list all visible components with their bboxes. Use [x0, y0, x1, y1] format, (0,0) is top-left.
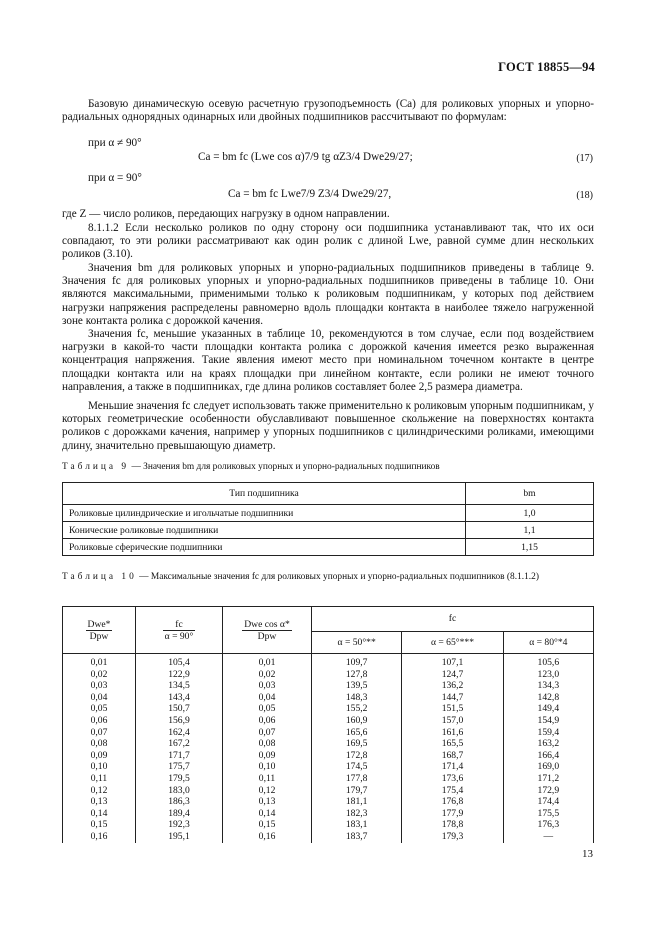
- table-10-cell: 182,3: [312, 808, 402, 820]
- table-10-cell: 0,16: [223, 831, 312, 843]
- table-10-header-fc90: $\frac{fc}{\alpha = 90^\circ}$: [136, 607, 223, 654]
- table-row: [63, 808, 594, 820]
- table-10-cell: 175,4: [402, 785, 503, 797]
- intro-paragraph: Базовую динамическую осевую расчетную грузоподъемность (Ca) для роликовых упорных и упорно-радиальных однорядных одинарных или двойных подшипников рассчитывают по формулам:: [62, 98, 594, 124]
- table-10-cell: 0,06: [63, 715, 136, 727]
- table-10-header-a80: α = 80°*4: [503, 631, 593, 653]
- table-10-cell: 172,8: [312, 750, 402, 762]
- table-10-cell: 0,08: [223, 738, 312, 750]
- table-10-cell: 144,7: [402, 692, 503, 704]
- table-10-cell: 175,5: [503, 808, 593, 820]
- table-10-cell: 151,5: [402, 703, 503, 715]
- table-10-cell: 148,3: [312, 692, 402, 704]
- table-9-cell-type: Роликовые сферические подшипники: [63, 539, 466, 556]
- table-10-cell: 181,1: [312, 796, 402, 808]
- table-10-cell: 177,9: [402, 808, 503, 820]
- table-row: [63, 692, 594, 704]
- table-10-cell: 179,5: [136, 773, 223, 785]
- table-10-cell: 173,6: [402, 773, 503, 785]
- table-10-cell: 0,04: [223, 692, 312, 704]
- table-10-cell: 154,9: [503, 715, 593, 727]
- table-10-cell: 0,06: [223, 715, 312, 727]
- table-row: [63, 539, 594, 556]
- table-9-cell-bm: 1,0: [466, 505, 594, 522]
- table-row: [63, 669, 594, 681]
- table-10-cell: 0,10: [63, 761, 136, 773]
- table-10-cell: 172,9: [503, 785, 593, 797]
- table-10-cell: 122,9: [136, 669, 223, 681]
- table-10-cell: 0,04: [63, 692, 136, 704]
- table-9-cell-bm: 1,1: [466, 522, 594, 539]
- formula-17-number: (17): [576, 153, 593, 164]
- table-10-cell: 134,3: [503, 680, 593, 692]
- table-10-cell: 0,14: [223, 808, 312, 820]
- table-row: [63, 831, 594, 843]
- table-10-cell: 159,4: [503, 727, 593, 739]
- table-10-cell: 0,05: [223, 703, 312, 715]
- table-10-cell: 143,4: [136, 692, 223, 704]
- table-10-cell: 134,5: [136, 680, 223, 692]
- table-9: [62, 482, 594, 556]
- table-row: [63, 715, 594, 727]
- table-10-cell: 177,8: [312, 773, 402, 785]
- table-9-cell-bm: 1,15: [466, 539, 594, 556]
- table-10-cell: 0,13: [223, 796, 312, 808]
- paragraph-fc-smaller: Значения fc, меньшие указанных в таблице 10, рекомендуются в том случае, если под воздействием нагрузки в какой-то части площадки контакта ролика с дорожкой качения имеется резко выраженная концентрация напряжения. Такие явления имеют место при номинальном точечном контакте в центре площадки контакта или на краях площадки при линейном контакте, если ролики не имеют точного направления, а также в подшипниках, где длина роликов составляет более 2,5 размера диаметра.: [62, 328, 594, 393]
- page-number: 13: [582, 848, 593, 860]
- table-row: [63, 738, 594, 750]
- table-10-cell: 168,7: [402, 750, 503, 762]
- table-10-cell: 127,8: [312, 669, 402, 681]
- table-10-cell: 162,4: [136, 727, 223, 739]
- formula-17: Ca = bm fc (Lwe cos α)7/9 tg αZ3/4 Dwe29/27;: [198, 151, 413, 163]
- table-10-cell: 105,6: [503, 654, 593, 669]
- table-10-cell: 0,05: [63, 703, 136, 715]
- table-10-cell: 0,09: [223, 750, 312, 762]
- table-10-cell: 107,1: [402, 654, 503, 669]
- table-10-cell: 195,1: [136, 831, 223, 843]
- table-10-cell: 0,11: [223, 773, 312, 785]
- table-10-cell: 156,9: [136, 715, 223, 727]
- table-10-cell: 0,07: [223, 727, 312, 739]
- table-10-cell: 139,5: [312, 680, 402, 692]
- table-10-cell: 0,16: [63, 831, 136, 843]
- table-10-cell: 165,6: [312, 727, 402, 739]
- table-10-cell: 0,09: [63, 750, 136, 762]
- table-10-cell: 109,7: [312, 654, 402, 669]
- table-10-header-a50: α = 50°**: [312, 631, 402, 653]
- table-10-cell: 0,15: [223, 819, 312, 831]
- table-10-cell: 142,8: [503, 692, 593, 704]
- table-10-cell: 161,6: [402, 727, 503, 739]
- table-10-header-ratio-cos: $\frac{\text{Dwe cos α*}}{\text{Dpw}}$: [223, 607, 312, 654]
- table-10-cell: 183,7: [312, 831, 402, 843]
- table-10-cell: 0,03: [63, 680, 136, 692]
- table-10-cell: 166,4: [503, 750, 593, 762]
- table-10-cell: 0,11: [63, 773, 136, 785]
- table-row: [63, 505, 594, 522]
- table-row: [63, 750, 594, 762]
- table-10-cell: 179,3: [402, 831, 503, 843]
- table-10-cell: 0,15: [63, 819, 136, 831]
- table-10-cell: 155,2: [312, 703, 402, 715]
- table-10-cell: 0,13: [63, 796, 136, 808]
- table-10-cell: 0,14: [63, 808, 136, 820]
- table-10-cell: 176,8: [402, 796, 503, 808]
- condition-alpha-90: при α = 90°: [88, 172, 142, 184]
- table-row: [63, 680, 594, 692]
- table-10-cell: 183,0: [136, 785, 223, 797]
- table-10-cell: 189,4: [136, 808, 223, 820]
- table-10-cell: —: [503, 831, 593, 843]
- table-10-cell: 165,5: [402, 738, 503, 750]
- table-10-cell: 167,2: [136, 738, 223, 750]
- table-10-caption: Таблица 10 — Максимальные значения fc для роликовых упорных и упорно-радиальных подшипников (8.1.1.2): [62, 572, 539, 582]
- table-row: [63, 796, 594, 808]
- table-10-cell: 175,7: [136, 761, 223, 773]
- table-10-header-fc-group: fc: [312, 607, 594, 632]
- table-10-cell: 169,0: [503, 761, 593, 773]
- table-9-cell-type: Роликовые цилиндрические и игольчатые подшипники: [63, 505, 466, 522]
- table-10-cell: 183,1: [312, 819, 402, 831]
- formula-18-number: (18): [576, 190, 593, 201]
- table-10-cell: 0,03: [223, 680, 312, 692]
- table-10-cell: 160,9: [312, 715, 402, 727]
- table-10-cell: 157,0: [402, 715, 503, 727]
- table-10-cell: 136,2: [402, 680, 503, 692]
- table-10-cell: 192,3: [136, 819, 223, 831]
- table-10-cell: 178,8: [402, 819, 503, 831]
- table-10-cell: 176,3: [503, 819, 593, 831]
- table-row: [63, 761, 594, 773]
- table-10-cell: 0,01: [63, 654, 136, 669]
- table-row: [63, 727, 594, 739]
- table-10-cell: 0,12: [223, 785, 312, 797]
- table-row: [63, 773, 594, 785]
- paragraph-bm-values: Значения bm для роликовых упорных и упорно-радиальных подшипников приведены в таблице 9. Значения fc для роликовых упорных и упорно-радиальных подшипников приведены в таблице 10. Они являются максимальными, применимыми только к роликовым подшипникам, у которых под действием нагрузки напряжения распределены равномерно вдоль площадки контакта в наиболее тяжело нагруженной зоне контакта ролика с дорожкой качения.: [62, 262, 594, 327]
- document-code: ГОСТ 18855—94: [498, 60, 595, 74]
- table-10-cell: 169,5: [312, 738, 402, 750]
- table-row: [63, 654, 594, 669]
- table-10-cell: 163,2: [503, 738, 593, 750]
- table-10-cell: 0,07: [63, 727, 136, 739]
- table-10-header-ratio: $\frac{\text{Dwe*}}{\text{Dpw}}$: [63, 607, 136, 654]
- table-10-cell: 171,7: [136, 750, 223, 762]
- table-10-cell: 105,4: [136, 654, 223, 669]
- table-10-cell: 149,4: [503, 703, 593, 715]
- table-10-header-a65: α = 65°***: [402, 631, 503, 653]
- table-9-header-bm: bm: [466, 483, 594, 505]
- table-row: [63, 522, 594, 539]
- table-row: [63, 819, 594, 831]
- table-10-cell: 0,01: [223, 654, 312, 669]
- table-10-cell: 179,7: [312, 785, 402, 797]
- table-10-cell: 0,02: [223, 669, 312, 681]
- paragraph-less-values: Меньшие значения fc следует использовать также применительно к роликовым упорным подшипникам, у которых геометрические особенности обуславливают повышенное скольжение на поверхностях контакта роликов с дорожками качения, например у упорных подшипников с цилиндрическими роликами, имеющими длину, значительно превышающую диаметр.: [62, 400, 594, 452]
- table-9-caption: Таблица 9 — Значения bm для роликовых упорных и упорно-радиальных подшипников: [62, 462, 440, 472]
- section-8-1-1-2: 8.1.1.2 Если несколько роликов по одну сторону оси подшипника устанавливают так, что их оси совпадают, то эти ролики рассматривают как один ролик с длиной Lwe, равной сумме длин нескольких роликов (3.10).: [62, 222, 594, 261]
- table-10-cell: 124,7: [402, 669, 503, 681]
- table-10-cell: 174,5: [312, 761, 402, 773]
- where-note: где Z — число роликов, передающих нагрузку в одном направлении.: [62, 208, 390, 220]
- table-10-cell: 123,0: [503, 669, 593, 681]
- table-row: [63, 785, 594, 797]
- table-10-cell: 174,4: [503, 796, 593, 808]
- formula-18: Ca = bm fc Lwe7/9 Z3/4 Dwe29/27,: [228, 188, 392, 200]
- table-10-cell: 0,10: [223, 761, 312, 773]
- condition-alpha-not-90: при α ≠ 90°: [88, 137, 142, 149]
- table-10-cell: 171,2: [503, 773, 593, 785]
- table-10-cell: 0,12: [63, 785, 136, 797]
- table-10-cell: 186,3: [136, 796, 223, 808]
- table-9-cell-type: Конические роликовые подшипники: [63, 522, 466, 539]
- table-10: [62, 606, 594, 843]
- table-10-cell: 0,02: [63, 669, 136, 681]
- table-10-cell: 150,7: [136, 703, 223, 715]
- table-10-cell: 171,4: [402, 761, 503, 773]
- table-row: [63, 703, 594, 715]
- table-10-cell: 0,08: [63, 738, 136, 750]
- table-9-header-type: Тип подшипника: [63, 483, 466, 505]
